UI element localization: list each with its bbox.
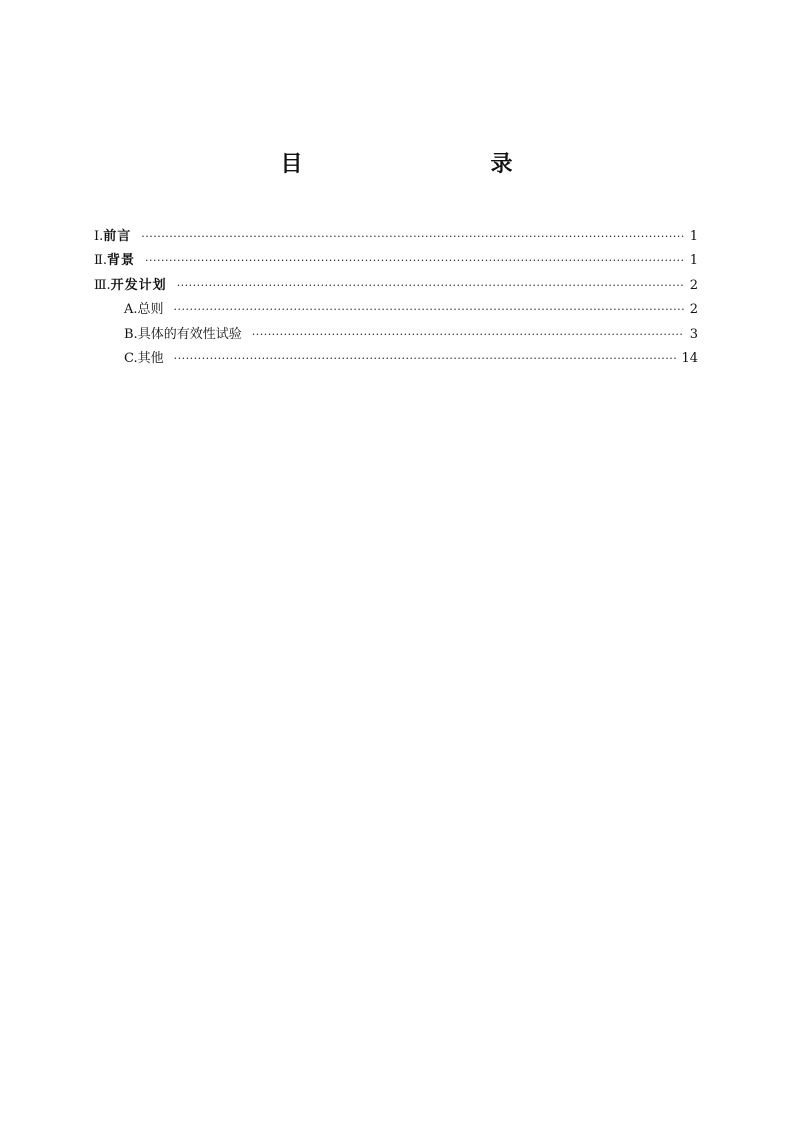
toc-page-number: 14 (681, 350, 698, 366)
toc-page-number: 3 (689, 326, 698, 342)
toc-page-number: 1 (689, 229, 698, 244)
toc-leader-dots (174, 301, 684, 319)
toc-leader-dots (252, 326, 684, 344)
table-of-contents (94, 228, 698, 374)
toc-title: 目 录 (280, 152, 561, 177)
toc-entry-label: 前言 (103, 229, 132, 244)
toc-entry-number: Ⅱ. (94, 253, 107, 269)
toc-leader-dots (145, 252, 684, 270)
toc-entry-general[interactable] (94, 301, 698, 325)
toc-entry-label: 背景 (106, 253, 135, 269)
toc-leader-dots (141, 228, 684, 246)
toc-entry-label: 总则 (137, 302, 164, 318)
toc-leader-dots (177, 277, 684, 295)
toc-entry-other[interactable] (94, 350, 698, 374)
toc-page-number: 1 (689, 253, 698, 269)
toc-entry-number: Ⅰ. (94, 229, 104, 244)
toc-entry-number: Ⅲ. (94, 277, 111, 293)
toc-entry-efficacy-trials[interactable] (94, 326, 698, 350)
toc-entry-number: B. (124, 326, 138, 342)
toc-entry-label: 其他 (137, 350, 164, 366)
toc-entry-development-plan[interactable] (94, 277, 698, 301)
toc-entry-number: A. (124, 302, 138, 318)
toc-entry-number: C. (124, 350, 138, 366)
toc-page-number: 2 (689, 302, 698, 318)
toc-leader-dots (174, 350, 678, 368)
toc-entry-background[interactable] (94, 252, 698, 276)
toc-entry-label: 具体的有效性试验 (137, 326, 242, 342)
toc-page-number: 2 (689, 277, 698, 293)
toc-entry-preface[interactable] (94, 228, 698, 252)
toc-entry-label: 开发计划 (110, 277, 167, 293)
